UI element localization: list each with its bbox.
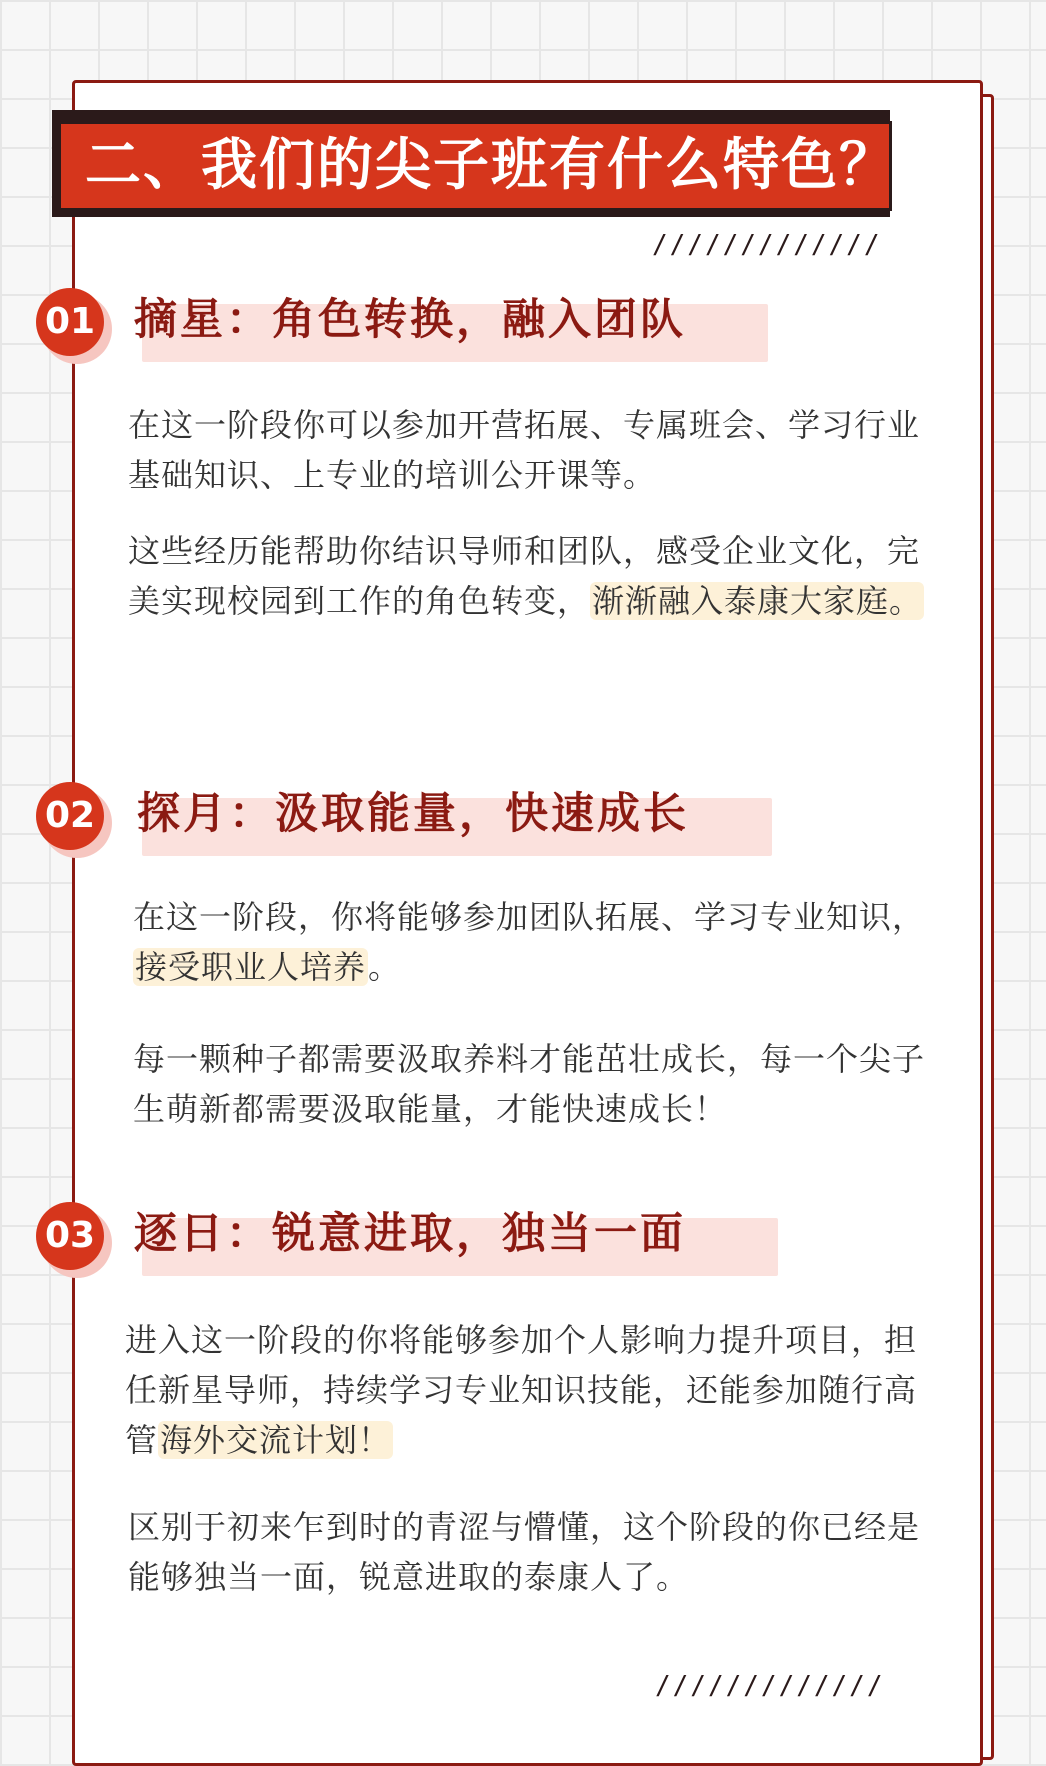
- section-heading-text: 逐日：锐意进取，独当一面: [134, 1209, 686, 1259]
- page-title: 二、我们的尖子班有什么特色？: [58, 121, 892, 211]
- section-02-paragraph-2: 每一颗种子都需要汲取养料才能茁壮成长，每一个尖子生萌新都需要汲取能量，才能快速成长！: [133, 1040, 926, 1128]
- slash-decoration-top: /////////////: [652, 230, 882, 260]
- section-02-paragraph-1: 在这一阶段，你将能够参加团队拓展、学习专业知识，接受职业人培养。: [133, 898, 926, 986]
- number-badge: 02: [36, 782, 104, 850]
- section-heading-text: 摘星：角色转换，融入团队: [134, 295, 686, 345]
- section-01-paragraph-1: 在这一阶段你可以参加开营拓展、专属班会、学习行业基础知识、上专业的培训公开课等。: [128, 406, 921, 494]
- number-badge: 03: [36, 1202, 104, 1270]
- highlighted-text: 海外交流计划！: [160, 1421, 392, 1459]
- section-heading-01: [0, 284, 1046, 374]
- highlighted-text: 渐渐融入泰康大家庭。: [592, 582, 923, 620]
- section-heading-03: [0, 1198, 1046, 1288]
- section-heading-02: [0, 778, 1046, 868]
- section-03-paragraph-1: 进入这一阶段的你将能够参加个人影响力提升项目，担任新星导师，持续学习专业知识技能，还能参加随行高管海外交流计划！: [125, 1321, 918, 1459]
- number-badge: 01: [36, 288, 104, 356]
- section-heading-text: 探月：汲取能量，快速成长: [137, 789, 689, 839]
- highlighted-text: 接受职业人培养: [135, 948, 367, 986]
- section-01-paragraph-2: 这些经历能帮助你结识导师和团队，感受企业文化，完美实现校园到工作的角色转变，渐渐融入泰康大家庭。: [128, 532, 923, 620]
- slash-decoration-bottom: /////////////: [655, 1671, 885, 1701]
- section-03-paragraph-2: 区别于初来乍到时的青涩与懵懂，这个阶段的你已经是能够独当一面，锐意进取的泰康人了。: [128, 1508, 921, 1596]
